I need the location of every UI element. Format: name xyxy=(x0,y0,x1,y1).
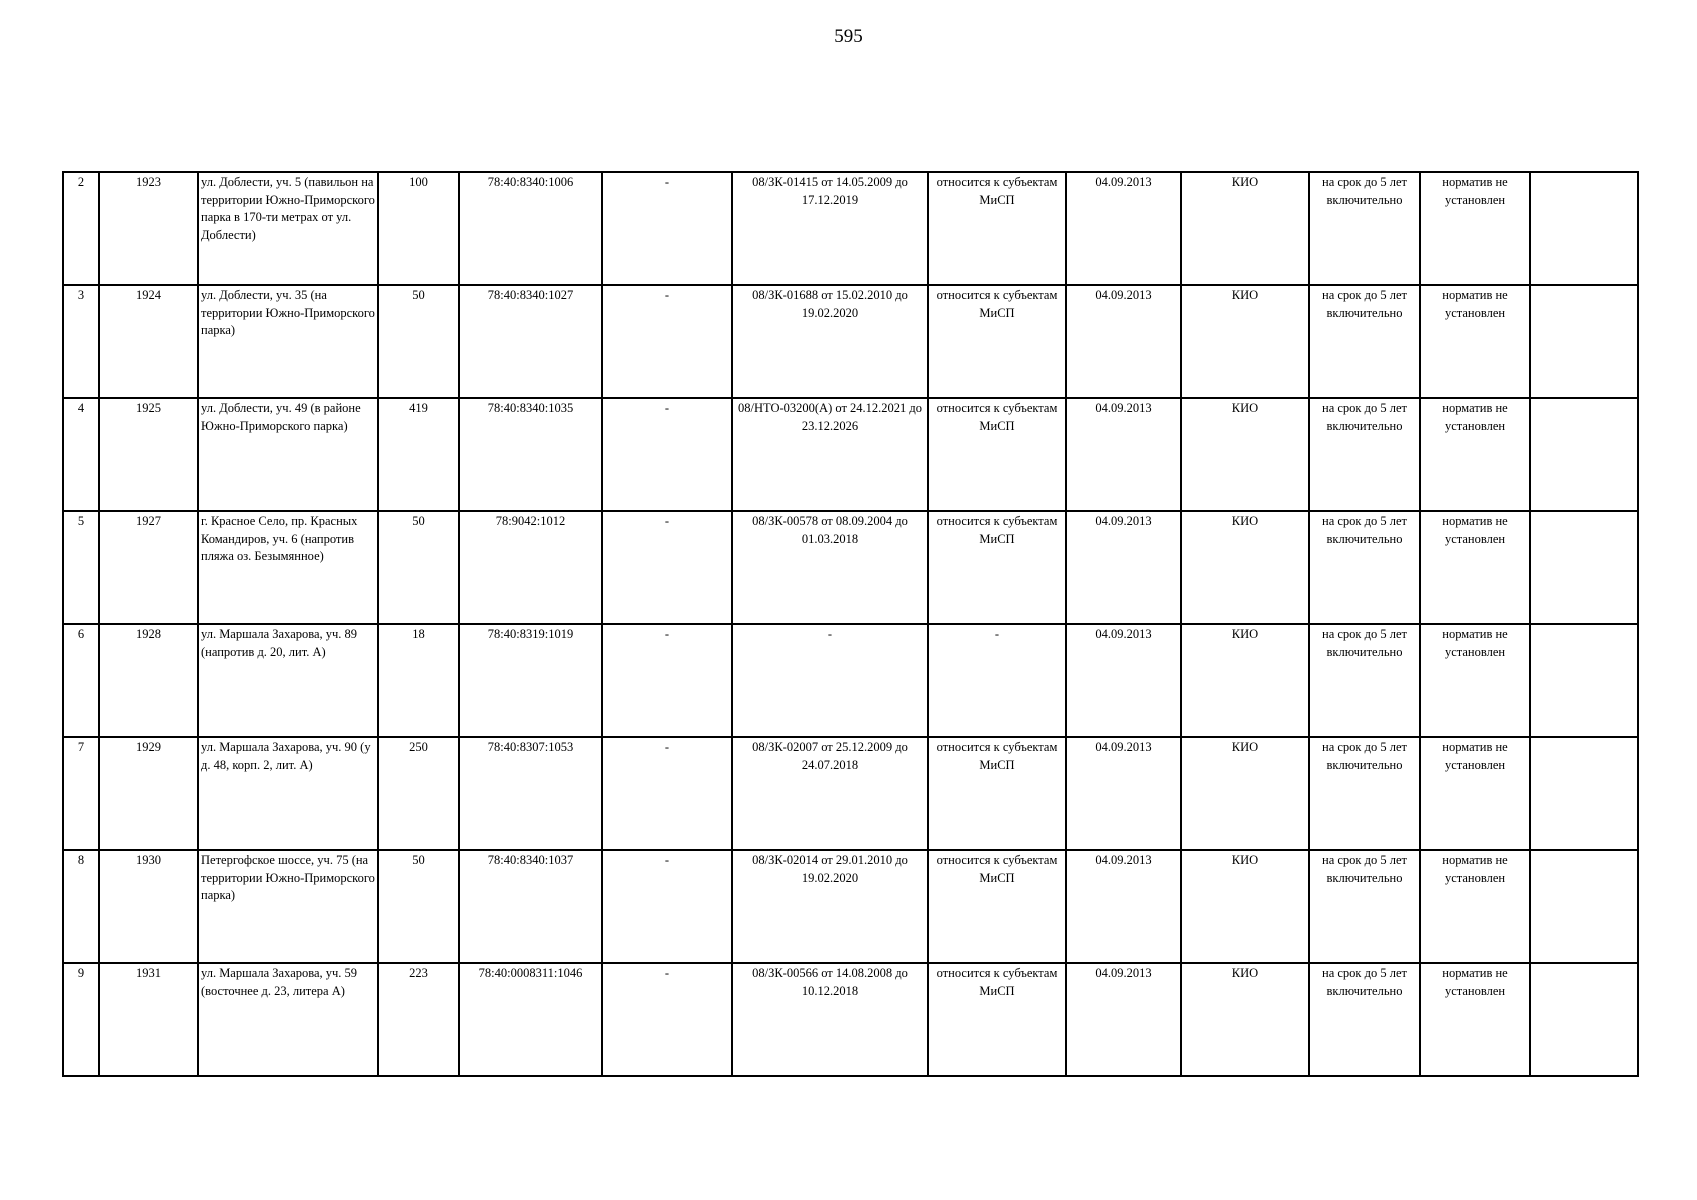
cell-norm: норматив не установлен xyxy=(1420,285,1530,398)
cell-area: 18 xyxy=(378,624,459,737)
cell-norm: норматив не установлен xyxy=(1420,624,1530,737)
cell-term: на срок до 5 лет включительно xyxy=(1309,737,1420,850)
cell-area: 223 xyxy=(378,963,459,1076)
cell-authority: КИО xyxy=(1181,624,1309,737)
cell-date: 04.09.2013 xyxy=(1066,511,1181,624)
cell-authority: КИО xyxy=(1181,285,1309,398)
cell-norm: норматив не установлен xyxy=(1420,511,1530,624)
cell-date: 04.09.2013 xyxy=(1066,285,1181,398)
cell-object-id: 1927 xyxy=(99,511,198,624)
cell-address: ул. Доблести, уч. 35 (на территории Южно-Приморского парка) xyxy=(198,285,378,398)
cell-cadastral-number: 78:40:8340:1037 xyxy=(459,850,602,963)
cell-category: относится к субъектам МиСП xyxy=(928,850,1066,963)
cell-contract: 08/ЗК-01688 от 15.02.2010 до 19.02.2020 xyxy=(732,285,928,398)
cell-norm: норматив не установлен xyxy=(1420,850,1530,963)
cell-cadastral-number: 78:40:8340:1006 xyxy=(459,172,602,285)
page-number: 595 xyxy=(834,26,863,47)
cell-contract: 08/ЗК-01415 от 14.05.2009 до 17.12.2019 xyxy=(732,172,928,285)
cell-note xyxy=(1530,737,1638,850)
cell-area: 250 xyxy=(378,737,459,850)
cell-area: 50 xyxy=(378,850,459,963)
cell-area: 419 xyxy=(378,398,459,511)
cell-row-number: 3 xyxy=(63,285,99,398)
cell-term: на срок до 5 лет включительно xyxy=(1309,285,1420,398)
cell-extra: - xyxy=(602,737,732,850)
cell-area: 50 xyxy=(378,285,459,398)
table-row xyxy=(63,511,1638,624)
cell-row-number: 2 xyxy=(63,172,99,285)
cell-term: на срок до 5 лет включительно xyxy=(1309,963,1420,1076)
cell-norm: норматив не установлен xyxy=(1420,963,1530,1076)
cell-address: ул. Маршала Захарова, уч. 59 (восточнее д. 23, литера А) xyxy=(198,963,378,1076)
cell-extra: - xyxy=(602,398,732,511)
cell-object-id: 1924 xyxy=(99,285,198,398)
cell-contract: 08/ЗК-02014 от 29.01.2010 до 19.02.2020 xyxy=(732,850,928,963)
cell-authority: КИО xyxy=(1181,737,1309,850)
cell-note xyxy=(1530,624,1638,737)
cell-extra: - xyxy=(602,963,732,1076)
cell-category: - xyxy=(928,624,1066,737)
cell-date: 04.09.2013 xyxy=(1066,172,1181,285)
cell-authority: КИО xyxy=(1181,963,1309,1076)
cell-extra: - xyxy=(602,624,732,737)
cell-date: 04.09.2013 xyxy=(1066,850,1181,963)
cell-contract: 08/ЗК-00578 от 08.09.2004 до 01.03.2018 xyxy=(732,511,928,624)
cell-date: 04.09.2013 xyxy=(1066,398,1181,511)
cell-cadastral-number: 78:40:8340:1027 xyxy=(459,285,602,398)
cell-note xyxy=(1530,963,1638,1076)
cell-address: ул. Маршала Захарова, уч. 90 (у д. 48, корп. 2, лит. А) xyxy=(198,737,378,850)
cell-note xyxy=(1530,285,1638,398)
cell-authority: КИО xyxy=(1181,511,1309,624)
cell-object-id: 1931 xyxy=(99,963,198,1076)
table-row xyxy=(63,285,1638,398)
cell-norm: норматив не установлен xyxy=(1420,737,1530,850)
registry-table xyxy=(62,171,1639,1077)
cell-term: на срок до 5 лет включительно xyxy=(1309,624,1420,737)
cell-category: относится к субъектам МиСП xyxy=(928,963,1066,1076)
cell-object-id: 1930 xyxy=(99,850,198,963)
cell-extra: - xyxy=(602,285,732,398)
cell-date: 04.09.2013 xyxy=(1066,737,1181,850)
cell-note xyxy=(1530,398,1638,511)
cell-address: ул. Маршала Захарова, уч. 89 (напротив д. 20, лит. А) xyxy=(198,624,378,737)
cell-row-number: 9 xyxy=(63,963,99,1076)
table-row xyxy=(63,172,1638,285)
table-row xyxy=(63,850,1638,963)
cell-cadastral-number: 78:40:8340:1035 xyxy=(459,398,602,511)
cell-category: относится к субъектам МиСП xyxy=(928,285,1066,398)
cell-extra: - xyxy=(602,850,732,963)
table-row xyxy=(63,737,1638,850)
cell-object-id: 1928 xyxy=(99,624,198,737)
cell-term: на срок до 5 лет включительно xyxy=(1309,172,1420,285)
cell-note xyxy=(1530,172,1638,285)
cell-norm: норматив не установлен xyxy=(1420,398,1530,511)
table-row xyxy=(63,963,1638,1076)
cell-cadastral-number: 78:9042:1012 xyxy=(459,511,602,624)
cell-note xyxy=(1530,850,1638,963)
cell-term: на срок до 5 лет включительно xyxy=(1309,511,1420,624)
cell-category: относится к субъектам МиСП xyxy=(928,737,1066,850)
cell-row-number: 8 xyxy=(63,850,99,963)
cell-term: на срок до 5 лет включительно xyxy=(1309,398,1420,511)
cell-contract: 08/ЗК-02007 от 25.12.2009 до 24.07.2018 xyxy=(732,737,928,850)
cell-contract: 08/НТО-03200(А) от 24.12.2021 до 23.12.2026 xyxy=(732,398,928,511)
cell-area: 50 xyxy=(378,511,459,624)
cell-address: г. Красное Село, пр. Красных Командиров, уч. 6 (напротив пляжа оз. Безымянное) xyxy=(198,511,378,624)
cell-extra: - xyxy=(602,511,732,624)
cell-extra: - xyxy=(602,172,732,285)
cell-note xyxy=(1530,511,1638,624)
cell-contract: - xyxy=(732,624,928,737)
cell-authority: КИО xyxy=(1181,850,1309,963)
cell-area: 100 xyxy=(378,172,459,285)
cell-address: ул. Доблести, уч. 5 (павильон на территории Южно-Приморского парка в 170-ти метрах от ул. Доблести) xyxy=(198,172,378,285)
cell-row-number: 7 xyxy=(63,737,99,850)
table-row xyxy=(63,398,1638,511)
cell-authority: КИО xyxy=(1181,398,1309,511)
cell-category: относится к субъектам МиСП xyxy=(928,172,1066,285)
cell-row-number: 5 xyxy=(63,511,99,624)
cell-date: 04.09.2013 xyxy=(1066,963,1181,1076)
cell-cadastral-number: 78:40:8319:1019 xyxy=(459,624,602,737)
cell-row-number: 4 xyxy=(63,398,99,511)
cell-term: на срок до 5 лет включительно xyxy=(1309,850,1420,963)
cell-date: 04.09.2013 xyxy=(1066,624,1181,737)
cell-object-id: 1929 xyxy=(99,737,198,850)
cell-contract: 08/ЗК-00566 от 14.08.2008 до 10.12.2018 xyxy=(732,963,928,1076)
cell-object-id: 1923 xyxy=(99,172,198,285)
cell-cadastral-number: 78:40:8307:1053 xyxy=(459,737,602,850)
cell-norm: норматив не установлен xyxy=(1420,172,1530,285)
cell-object-id: 1925 xyxy=(99,398,198,511)
table-row xyxy=(63,624,1638,737)
cell-authority: КИО xyxy=(1181,172,1309,285)
cell-address: ул. Доблести, уч. 49 (в районе Южно-Приморского парка) xyxy=(198,398,378,511)
cell-address: Петергофское шоссе, уч. 75 (на территории Южно-Приморского парка) xyxy=(198,850,378,963)
cell-cadastral-number: 78:40:0008311:1046 xyxy=(459,963,602,1076)
table-body xyxy=(63,172,1638,1076)
cell-category: относится к субъектам МиСП xyxy=(928,511,1066,624)
cell-row-number: 6 xyxy=(63,624,99,737)
cell-category: относится к субъектам МиСП xyxy=(928,398,1066,511)
